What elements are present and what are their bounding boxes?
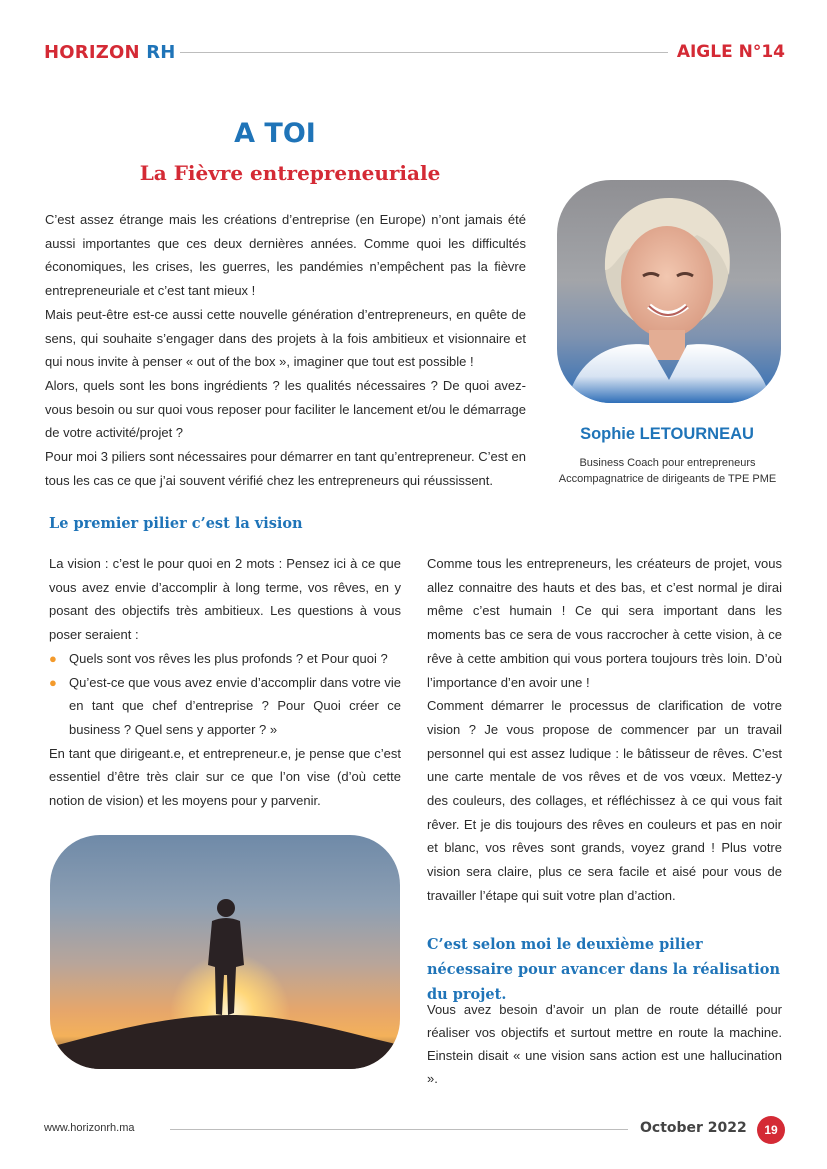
- intro-paragraph: Alors, quels sont les bons ingrédients ? les qualités nécessaires ? De quoi avez-vous besoin ou sur quoi vous reposer pour faciliter le lancement et/ou le démarrage de votre activité/projet ?: [45, 377, 526, 441]
- column-right: [427, 552, 782, 908]
- author-role-line: Business Coach pour entrepreneurs: [579, 457, 756, 469]
- issue-number: AIGLE N°14: [676, 42, 785, 62]
- footer-url[interactable]: www.horizonrh.ma: [44, 1122, 135, 1134]
- brand-suffix: RH: [146, 42, 176, 63]
- paragraph: Vous avez besoin d’avoir un plan de route détaillé pour réaliser vos objectifs et surtout mettre en route la machine. Einstein disait « une vision sans action est une hallucination ».: [427, 1002, 782, 1086]
- paragraph: Comment démarrer le processus de clarification de votre vision ? Je vous propose de commencer par un travail personnel qui est assez ludique : le bâtisseur de rêves. C’est une carte mentale de vos rêves et de vos vœux. Mettez-y des couleurs, des collages, et réfléchissez à ce qui vous fait rêver. Et je dis toujours des rêves en couleurs et pas en noir et blanc, vos rêves sont grands, voyez grand ! Plus votre vision sera claire, plus ce sera facile et aisé pour vous de travailler l’étape qui suit votre plan d’action.: [427, 698, 782, 903]
- list-item-text: Quels sont vos rêves les plus profonds ? et Pour quoi ?: [69, 650, 388, 666]
- brand-logo: [44, 42, 176, 63]
- footer-date: October 2022: [640, 1120, 747, 1136]
- author-role-line: Accompagnatrice de dirigeants de TPE PME: [558, 473, 777, 485]
- brand-name: HORIZON: [44, 42, 140, 63]
- bullet-icon: ●: [49, 650, 57, 666]
- column-right-continued: [427, 998, 782, 1090]
- bullet-icon: ●: [49, 674, 57, 690]
- intro-paragraph: C’est assez étrange mais les créations d’entreprise (en Europe) n’ont jamais été aussi importantes que ces deux dernières années. Comme quoi les difficultés économiques, les crises, les guerres, les pandémies n’empêchent pas la fièvre entrepreneuriale et c’est tant mieux !: [45, 212, 526, 299]
- intro-paragraph: Mais peut-être est-ce aussi cette nouvelle génération d’entrepreneurs, en quête de sens, qui souhaite s’engager dans des projets à la fois ambitieux et visionnaire et qui nous invite à penser « out of the box », imaginer que tout est possible !: [45, 306, 526, 370]
- page-number-badge: 19: [757, 1116, 785, 1144]
- silhouette-on-hill-illustration: [50, 835, 400, 1069]
- list-item: [49, 671, 401, 742]
- author-role: [540, 455, 795, 487]
- intro-text: [45, 208, 526, 492]
- sunset-photo: [50, 835, 400, 1069]
- paragraph: La vision : c’est le pour quoi en 2 mots : Pensez ici à ce que vous avez envie d’accomplir à long terme, vos rêves, en y posant des objectifs très ambitieux. Les questions à vous poser seraient :: [49, 556, 401, 643]
- header-divider: [180, 52, 668, 53]
- list-item-text: Qu’est-ce que vous avez envie d’accomplir dans votre vie en tant que chef d’entreprise ? Pour Quoi créer ce business ? Quel sens y apporter ? »: [69, 674, 401, 737]
- column-left: [49, 552, 401, 813]
- page-title: A TOI: [234, 118, 316, 149]
- article-subtitle: La Fièvre entrepreneuriale: [139, 161, 441, 185]
- section-heading: C’est selon moi le deuxième pilier nécessaire pour avancer dans la réalisation du projet.: [427, 936, 780, 1003]
- list-item: [49, 647, 401, 671]
- section-heading: Le premier pilier c’est la vision: [49, 515, 303, 532]
- author-portrait: [557, 180, 781, 403]
- woman-portrait-illustration: [557, 180, 781, 403]
- paragraph: Comme tous les entrepreneurs, les créateurs de projet, vous allez connaitre des hauts et des bas, et c’est normal je dirai même c’est humain ! Ce qui sera important dans les moments bas ce sera de vous raccrocher à cette vision, à ce rêve à cette ambition qui vous portera toujours très loin. D’où l’importance d’en avoir une !: [427, 556, 782, 690]
- author-name: Sophie LETOURNEAU: [580, 425, 754, 443]
- footer-divider: [170, 1129, 628, 1130]
- intro-paragraph: Pour moi 3 piliers sont nécessaires pour démarrer en tant qu’entrepreneur. C’est en tous les cas ce que j’ai souvent vérifié chez les entrepreneurs qui réussissent.: [45, 449, 526, 488]
- paragraph: En tant que dirigeant.e, et entrepreneur.e, je pense que c’est essentiel d’être très clair sur ce que l’on vise (d’où cette notion de vision) et les moyens pour y parvenir.: [49, 745, 401, 809]
